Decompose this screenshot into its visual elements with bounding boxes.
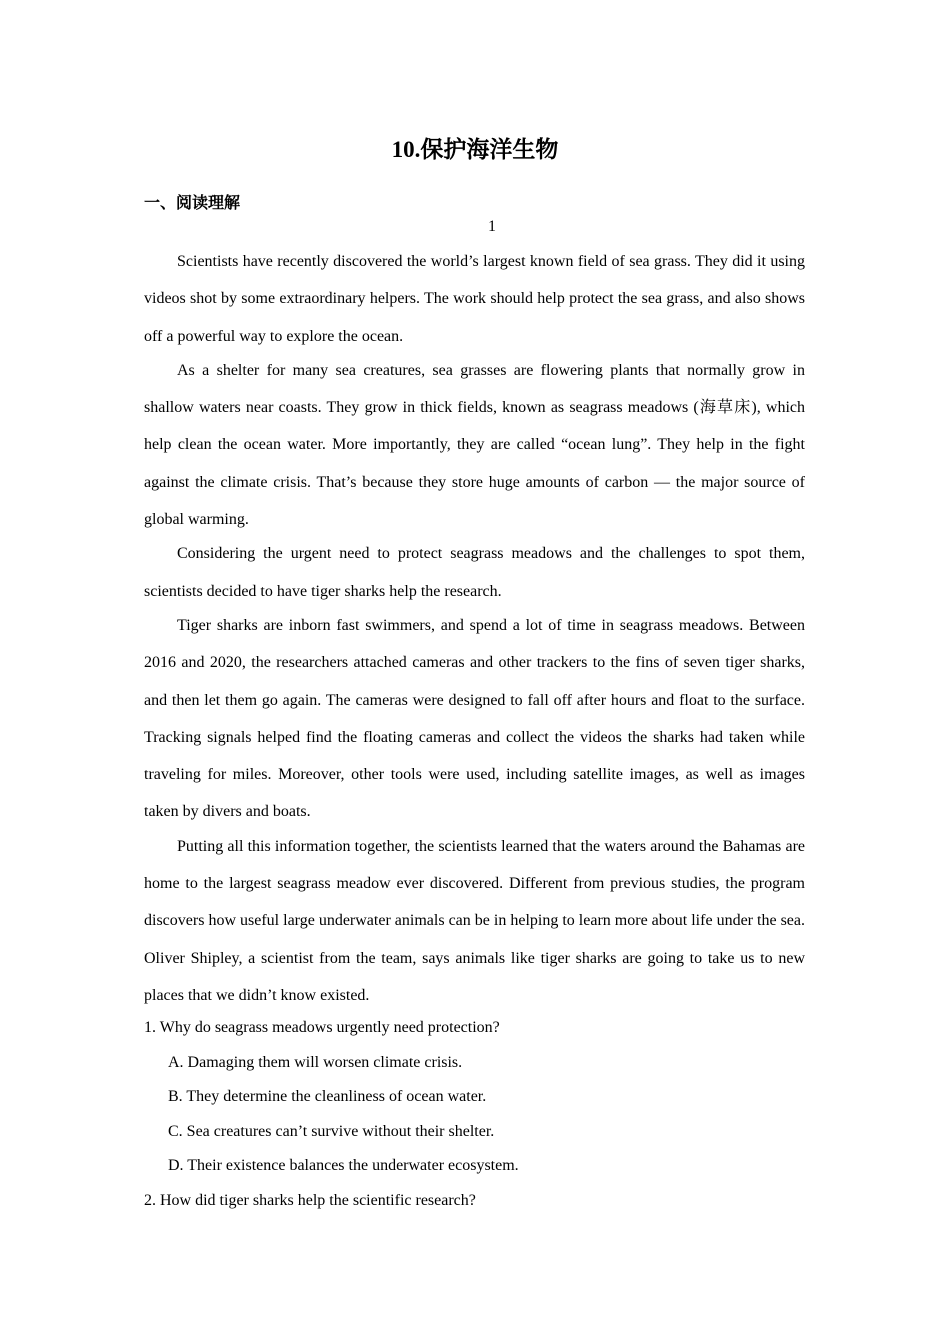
page-title: 10.保护海洋生物 — [391, 137, 559, 162]
question-stem: 2. How did tiger sharks help the scientific research? — [144, 1191, 476, 1209]
answer-option: C. Sea creatures can’t survive without their shelter. — [168, 1122, 495, 1140]
paragraph: As a shelter for many sea creatures, sea grasses are flowering plants that normally grow in shallow waters near coasts. They grow in thick fields, known as seagrass meadows (海草床), which help clean the ocean water. More importantly, they are called “ocean lung”. They help in the fight against the climate crisis. That’s because they store huge amounts of carbon — the major source of global warming. — [144, 361, 805, 529]
answer-option: A. Damaging them will worsen climate crisis. — [168, 1053, 463, 1071]
paragraph: Considering the urgent need to protect seagrass meadows and the challenges to spot them, scientists decided to have tiger sharks help the research. — [144, 545, 805, 600]
paragraph: Tiger sharks are inborn fast swimmers, and spend a lot of time in seagrass meadows. Between 2016 and 2020, the researchers attached cameras and other trackers to the fins of seven tiger sharks, and then let them go again. The cameras were designed to fall off after hours and float to the surface. Tracking signals helped find the floating cameras and collect the videos the sharks had taken while traveling for miles. Moreover, other tools were used, including satellite images, as well as images taken by divers and boats. — [144, 616, 805, 821]
paragraph: Scientists have recently discovered the world’s largest known field of sea grass. They did it using videos shot by some extraordinary helpers. The work should help protect the sea grass, and also shows off a powerful way to explore the ocean. — [144, 253, 805, 345]
answer-option: D. Their existence balances the underwater ecosystem. — [168, 1157, 519, 1175]
paragraph: Putting all this information together, the scientists learned that the waters around the Bahamas are home to the largest seagrass meadow ever discovered. Different from previous studies, the program discovers how useful large underwater animals can be in helping to learn more about life under the sea. Oliver Shipley, a scientist from the team, says animals like tiger sharks are going to take us to new places that we didn’t know existed. — [144, 837, 805, 1004]
passage-number: 1 — [488, 218, 496, 235]
question-stem: 1. Why do seagrass meadows urgently need protection? — [144, 1019, 500, 1037]
section-heading: 一、阅读理解 — [144, 193, 241, 212]
question-block — [144, 1011, 805, 1218]
passage-body — [144, 243, 805, 1218]
answer-option: B. They determine the cleanliness of ocean water. — [168, 1088, 487, 1106]
